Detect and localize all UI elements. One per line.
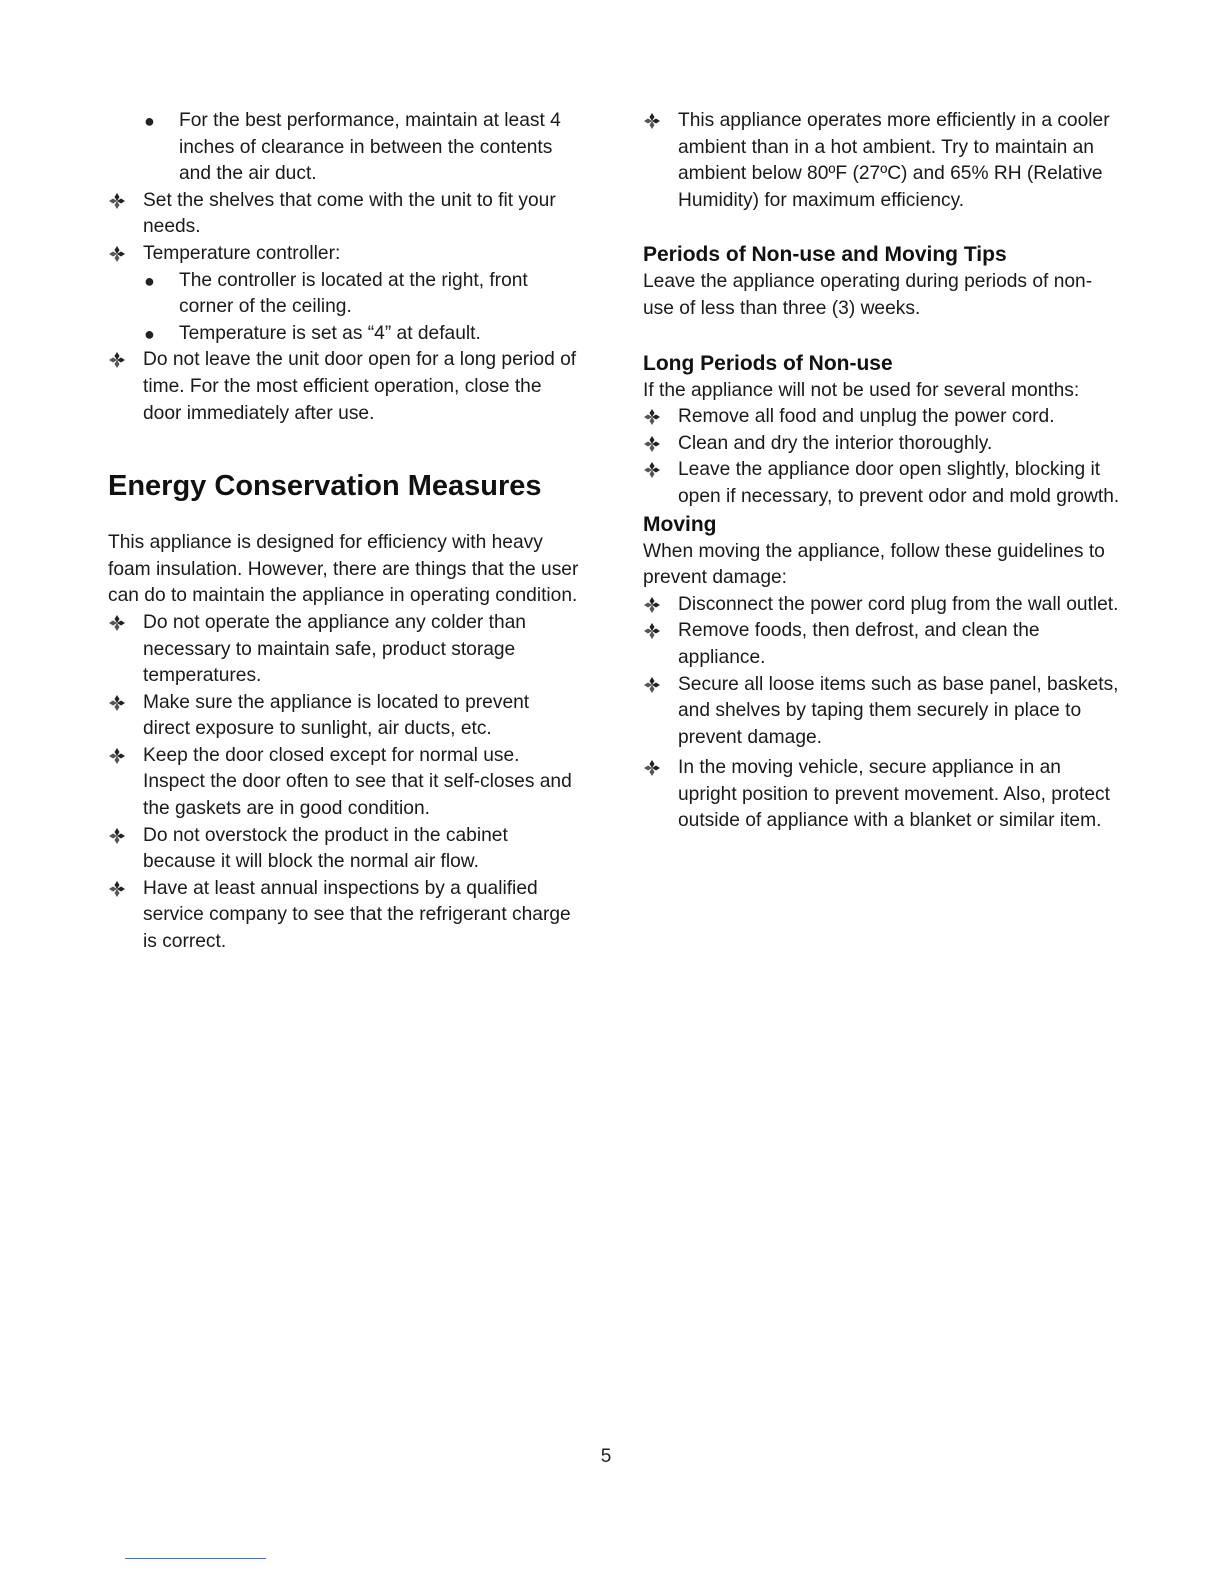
list-item-text: Do not overstock the product in the cabinet because it will block the normal air flow.	[143, 824, 508, 873]
list-item-text: The controller is located at the right, front corner of the ceiling.	[179, 269, 528, 318]
section-heading-long-periods: Long Periods of Non-use	[643, 351, 893, 375]
list-item	[108, 690, 580, 743]
list-item-text: Leave the appliance door open slightly, blocking it open if necessary, to prevent odor and mold growth.	[678, 459, 1120, 507]
page-number: 5	[600, 1446, 612, 1467]
section-heading-periods: Periods of Non-use and Moving Tips	[643, 243, 1007, 267]
right-column	[643, 108, 1123, 835]
section-heading-energy: Energy Conservation Measures	[108, 470, 542, 503]
list-item-text: Make sure the appliance is located to prevent direct exposure to sunlight, air ducts, etc.	[143, 691, 530, 740]
list-item-text: Clean and dry the interior thoroughly.	[678, 432, 993, 454]
long-periods-intro: If the appliance will not be used for several months:	[643, 379, 1080, 401]
list-item	[108, 610, 580, 690]
four-diamond-bullet-icon	[643, 592, 661, 620]
periods-text: Leave the appliance operating during periods of non-use of less than three (3) weeks.	[643, 271, 1093, 319]
list-item	[643, 457, 1123, 510]
list-item-text: Remove all food and unplug the power cord.	[678, 406, 1055, 428]
list-item-text: Do not leave the unit door open for a long period of time. For the most efficient operation, close the door immediately after use.	[143, 349, 577, 424]
moving-intro: When moving the appliance, follow these guidelines to prevent damage:	[643, 540, 1105, 589]
four-diamond-bullet-icon	[108, 823, 126, 851]
four-diamond-bullet-icon	[643, 431, 661, 459]
list-item-text: This appliance operates more efficiently in a cooler ambient than in a hot ambient. Try to maintain an ambient below 80ºF (27ºC) and 65% RH (Relative Humidity) for maximum efficiency.	[678, 110, 1110, 211]
list-item-text: For the best performance, maintain at least 4 inches of clearance in between the contents and the air duct.	[179, 110, 561, 185]
bullet-dot-icon: ●	[144, 270, 155, 291]
bullet-dot-icon: ●	[144, 111, 155, 131]
four-diamond-bullet-icon	[643, 672, 661, 700]
list-item	[643, 755, 1123, 835]
four-diamond-bullet-icon	[643, 108, 661, 136]
list-item-text: Remove foods, then defrost, and clean the appliance.	[678, 620, 1040, 668]
list-item	[643, 404, 1123, 431]
list-item	[643, 592, 1123, 619]
list-item	[108, 321, 580, 348]
list-item-text: Have at least annual inspections by a qualified service company to see that the refrigerant charge is correct.	[143, 877, 571, 953]
energy-list	[108, 610, 580, 956]
energy-intro: This appliance is designed for efficiency with heavy foam insulation. However, there are things that the user can do to maintain the appliance in operating condition.	[108, 532, 579, 607]
list-item	[108, 823, 580, 876]
list-item-text: Secure all loose items such as base panel, baskets, and shelves by taping them securely in place to prevent damage.	[678, 673, 1119, 748]
four-diamond-bullet-icon	[108, 241, 126, 269]
list-item	[643, 618, 1123, 671]
moving-list	[643, 592, 1123, 835]
long-periods-list	[643, 404, 1123, 510]
four-diamond-bullet-icon	[108, 610, 126, 638]
left-column	[108, 108, 580, 956]
list-item-text: In the moving vehicle, secure appliance in an upright position to prevent movement. Also, protect outside of appliance with a blanket or similar item.	[678, 757, 1110, 832]
list-item	[108, 241, 580, 268]
list-item	[643, 672, 1123, 752]
list-item-text: Temperature is set as “4” at default.	[179, 322, 481, 344]
four-diamond-bullet-icon	[108, 347, 126, 375]
four-diamond-bullet-icon	[643, 404, 661, 432]
list-item	[643, 108, 1123, 214]
list-item	[108, 743, 580, 823]
list-item	[643, 431, 1123, 458]
bullet-dot-icon: ●	[144, 323, 155, 344]
four-diamond-bullet-icon	[108, 743, 126, 771]
list-item	[108, 876, 580, 956]
four-diamond-bullet-icon	[108, 876, 126, 904]
footnote-rule	[125, 1558, 266, 1559]
section-heading-moving: Moving	[643, 512, 717, 536]
four-diamond-bullet-icon	[643, 457, 661, 485]
four-diamond-bullet-icon	[643, 618, 661, 646]
list-item-text: Do not operate the appliance any colder than necessary to maintain safe, product storage temperatures.	[143, 611, 526, 687]
list-item	[108, 347, 580, 427]
list-item-text: Keep the door closed except for normal use. Inspect the door often to see that it self-closes and the gaskets are in good condition.	[143, 744, 572, 820]
four-diamond-bullet-icon	[108, 188, 126, 216]
list-item	[108, 268, 580, 321]
list-item	[108, 188, 580, 241]
four-diamond-bullet-icon	[643, 755, 661, 783]
list-item-text: Set the shelves that come with the unit to fit your needs.	[143, 189, 556, 238]
list-item	[108, 108, 580, 188]
list-item-text: Temperature controller:	[143, 242, 341, 264]
list-item-text: Disconnect the power cord plug from the wall outlet.	[678, 593, 1119, 615]
four-diamond-bullet-icon	[108, 690, 126, 718]
